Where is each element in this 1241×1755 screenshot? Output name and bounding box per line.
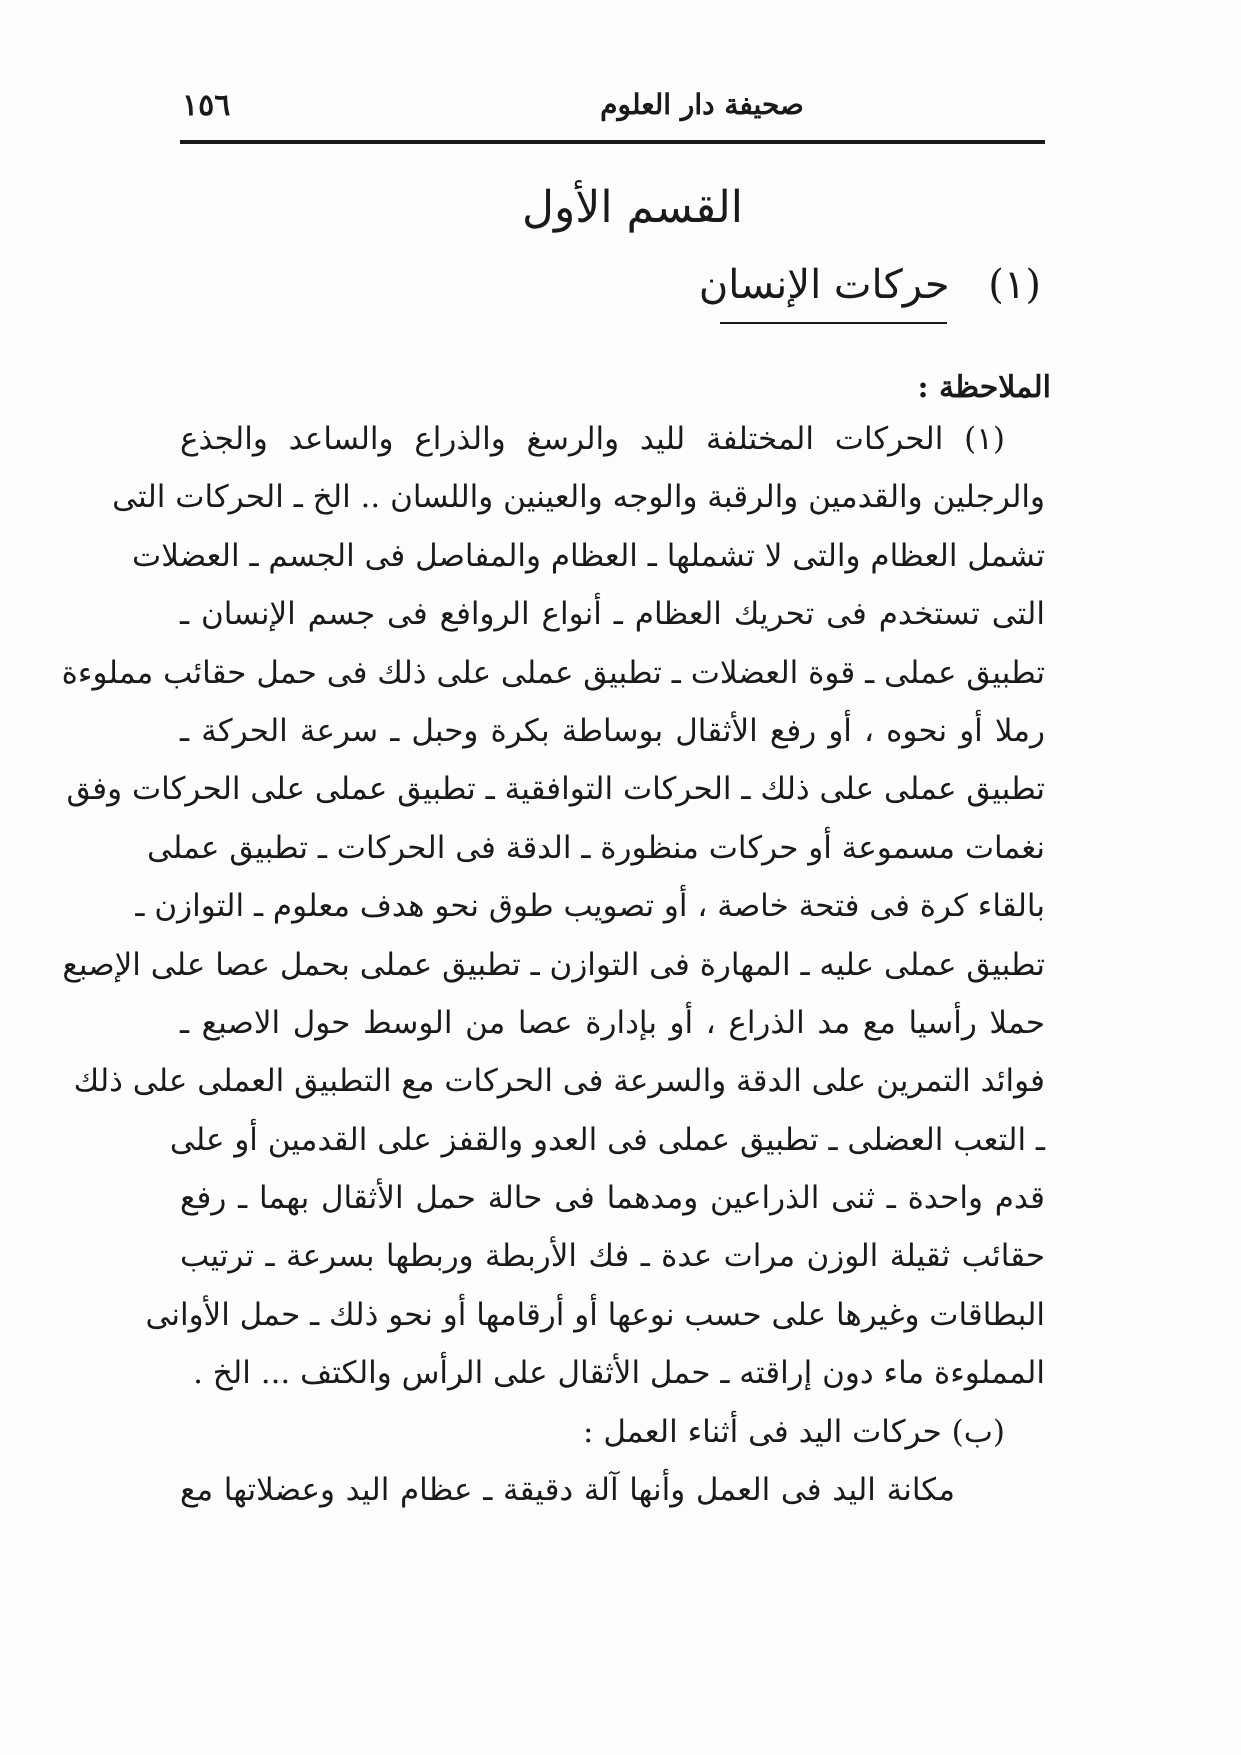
section-title: القسم الأول [522, 182, 743, 233]
body-line: بالقاء كرة فى فتحة خاصة ، أو تصويب طوق نحو هدف معلوم ـ التوازن ـ [135, 888, 1045, 925]
page-header [182, 88, 1042, 138]
page-number: ١٥٦ [182, 88, 231, 123]
body-line: تطبيق عملى على ذلك ـ الحركات التوافقية ـ تطبيق عملى على الحركات وفق [66, 771, 1045, 808]
body-line: حملا رأسيا مع مد الذراع ، أو بإدارة عصا من الوسط حول الاصبع ـ [180, 1004, 1045, 1041]
header-rule [180, 140, 1045, 144]
body-line: مكانة اليد فى العمل وأنها آلة دقيقة ـ عظام اليد وعضلاتها مع [180, 1472, 955, 1509]
subheading-text: حركات الإنسان [698, 262, 950, 308]
body-line: تطبيق عملى عليه ـ المهارة فى التوازن ـ تطبيق عملى بحمل عصا على الإصبع [62, 946, 1045, 983]
body-line: المملوءة ماء دون إراقته ـ حمل الأثقال على الرأس والكتف ... الخ . [193, 1355, 1045, 1392]
subheading-underline [720, 322, 947, 324]
subheading [699, 262, 1041, 308]
body-line: والرجلين والقدمين والرقبة والوجه والعينين واللسان .. الخ ـ الحركات التى [112, 479, 1045, 516]
body-line: قدم واحدة ـ ثنى الذراعين ومدهما فى حالة حمل الأثقال بهما ـ رفع [180, 1180, 1045, 1217]
body-line: تطبيق عملى ـ قوة العضلات ـ تطبيق عملى على ذلك فى حمل حقائب مملوءة [61, 654, 1045, 691]
subheading-number: (١) [988, 262, 1041, 308]
body-line: تشمل العظام والتى لا تشملها ـ العظام والمفاصل فى الجسم ـ العضلات [132, 537, 1045, 574]
body-line: التى تستخدم فى تحريك العظام ـ أنواع الروافع فى جسم الإنسان ـ [180, 596, 1045, 633]
body-text [61, 410, 1045, 1519]
body-line: فوائد التمرين على الدقة والسرعة فى الحركات مع التطبيق العملى على ذلك [73, 1063, 1045, 1100]
body-line: نغمات مسموعة أو حركات منظورة ـ الدقة فى الحركات ـ تطبيق عملى [147, 829, 1045, 866]
body-line: (١) الحركات المختلفة لليد والرسغ والذراع والساعد والجذع [180, 421, 1005, 457]
notes-label: الملاحظة : [917, 370, 1051, 405]
running-title: صحيفة دار العلوم [600, 88, 804, 121]
subsection-b-heading: (ب) حركات اليد فى أثناء العمل : [583, 1413, 1005, 1450]
body-line: حقائب ثقيلة الوزن مرات عدة ـ فك الأربطة وربطها بسرعة ـ ترتيب [180, 1238, 1045, 1275]
body-line: البطاقات وغيرها على حسب نوعها أو أرقامها أو نحو ذلك ـ حمل الأوانى [145, 1296, 1045, 1333]
body-line: ـ التعب العضلى ـ تطبيق عملى فى العدو والقفز على القدمين أو على [169, 1121, 1045, 1158]
body-line: رملا أو نحوه ، أو رفع الأثقال بوساطة بكرة وحبل ـ سرعة الحركة ـ [180, 712, 1045, 749]
